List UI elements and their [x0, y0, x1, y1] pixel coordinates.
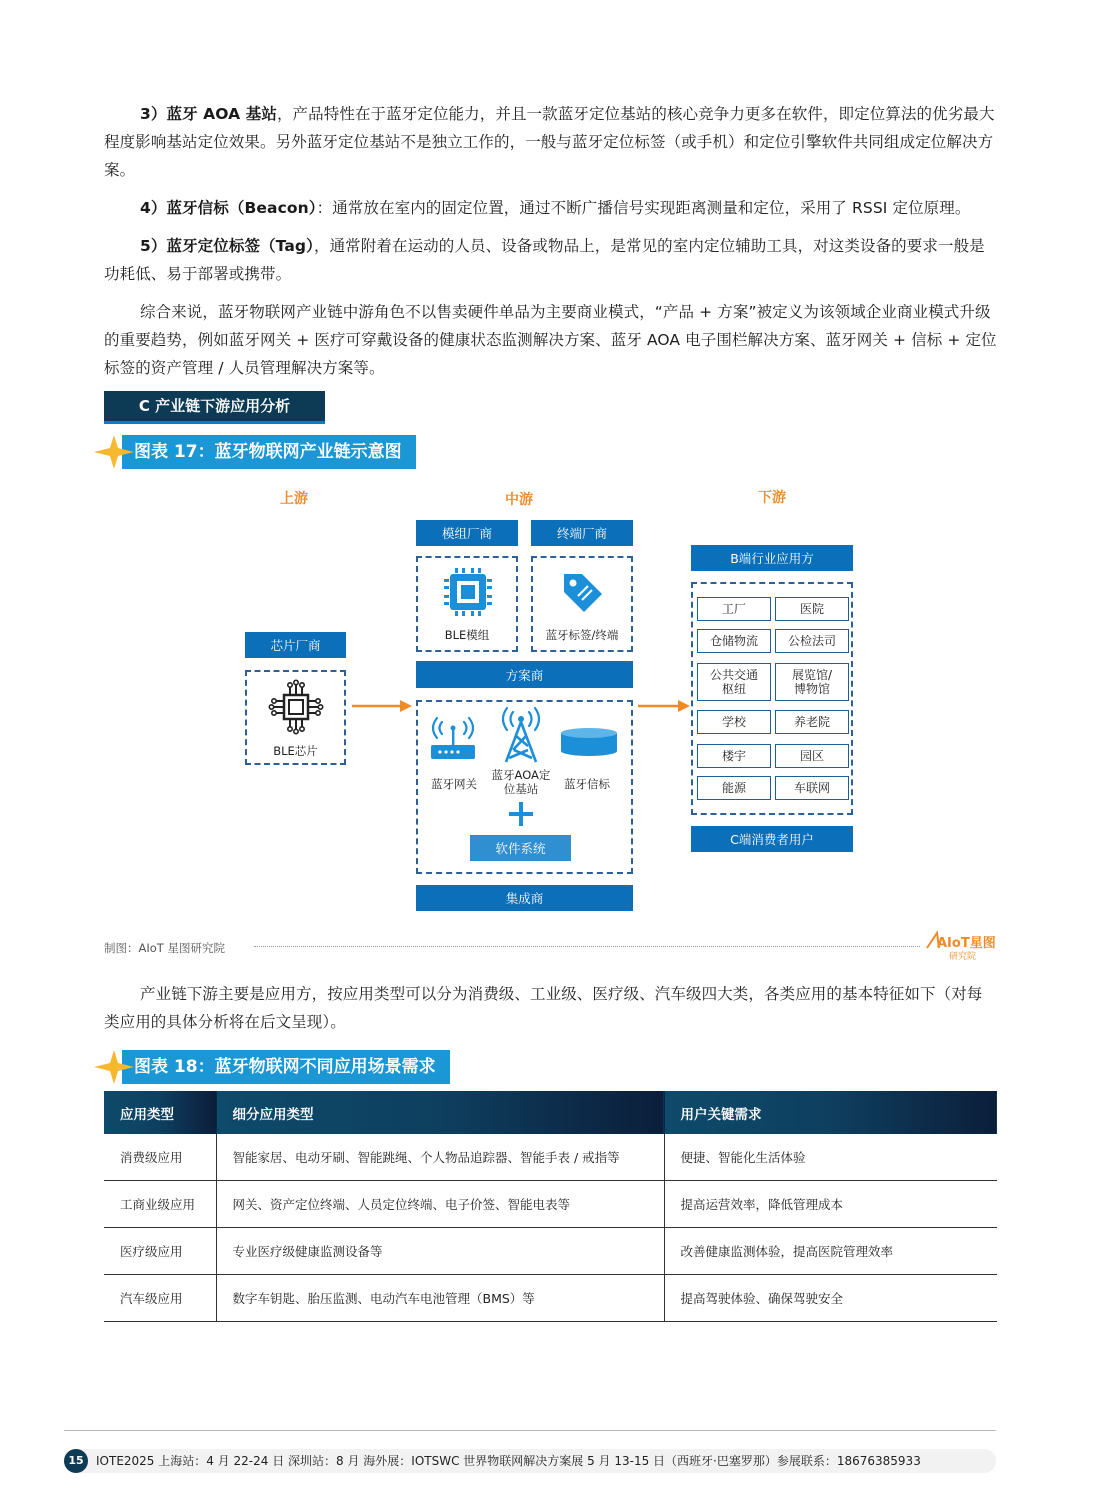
logo-brand: AIoT星图 [937, 936, 996, 951]
text-beacon: ：通常放在室内的固定位置，通过不断广播信号实现距离测量和定位，采用了 RSSI 定位原理。 [316, 199, 971, 217]
term-aoa: 3）蓝牙 AOA 基站 [140, 105, 277, 123]
arrow-right-icon [352, 697, 414, 715]
tier-upstream: 上游 [280, 491, 308, 507]
table-cell: 提高运营效率，降低管理成本 [664, 1181, 997, 1228]
industry-cell: 公共交通枢纽 [697, 663, 771, 701]
module-icon [442, 566, 494, 618]
arrow-right-icon-2 [638, 697, 692, 715]
terminal-vendor-box: 终端厂商 [531, 520, 633, 546]
tower-icon [496, 706, 546, 764]
tier-downstream: 下游 [758, 490, 786, 506]
ble-module-label: BLE模组 [444, 628, 490, 642]
table-cell: 医疗级应用 [104, 1228, 216, 1275]
module-vendor-box: 模组厂商 [416, 520, 518, 546]
section-heading: C 产业链下游应用分析 [104, 391, 325, 421]
credit-divider [254, 946, 920, 947]
column-header: 用户关键需求 [664, 1091, 997, 1134]
c-end-box: C端消费者用户 [691, 826, 853, 852]
table-cell: 便捷、智能化生活体验 [664, 1134, 997, 1181]
tag-terminal-label: 蓝牙标签/终端 [545, 628, 619, 642]
beacon-icon [560, 727, 618, 757]
ble-chip-label: BLE芯片 [273, 744, 318, 758]
tag-icon [558, 570, 606, 616]
paragraph-downstream: 产业链下游主要是应用方，按应用类型可以分为消费级、工业级、医疗级、汽车级四大类，各类应用的基本特征如下（对每类应用的具体分析将在后文呈现）。 [104, 985, 983, 1031]
star-icon [92, 433, 136, 471]
table-cell: 数字车钥匙、胎压监测、电动汽车电池管理（BMS）等 [216, 1275, 664, 1322]
table-row [104, 1134, 997, 1181]
page-number: 15 [64, 1449, 88, 1473]
logo-sub: 研究院 [949, 952, 977, 962]
industry-cell: 楼宇 [697, 744, 771, 768]
industry-cell: 医院 [775, 597, 849, 621]
chip-vendor-box: 芯片厂商 [245, 632, 346, 658]
table-row [104, 1275, 997, 1322]
term-tag: 5）蓝牙定位标签（Tag） [140, 237, 314, 255]
table-header-row [104, 1091, 997, 1134]
footer-divider [64, 1430, 996, 1431]
paragraph-tag [104, 232, 997, 288]
aoa-station-label: 蓝牙AOA定位基站 [491, 768, 551, 796]
industry-cell: 仓储物流 [697, 629, 771, 653]
integrator-box: 集成商 [416, 885, 633, 911]
paragraph-summary: 综合来说，蓝牙物联网产业链中游角色不以售卖硬件单品为主要商业模式，“产品 + 方案”被定义为该领域企业商业模式升级的重要趋势，例如蓝牙网关 + 医疗可穿戴设备的健康状态监测解决方案、蓝牙 AOA 电子围栏解决方案、蓝牙网关 + 信标 + 定位标签的资产管理 / 人员管理解决方案等。 [104, 303, 997, 377]
paragraph-beacon [104, 194, 997, 222]
router-icon [428, 712, 478, 764]
page-footer [64, 1449, 996, 1473]
column-header: 细分应用类型 [216, 1091, 664, 1134]
industry-cell: 公检法司 [775, 629, 849, 653]
table-cell: 汽车级应用 [104, 1275, 216, 1322]
industry-cell: 展览馆/博物馆 [775, 663, 849, 701]
plus-icon [507, 800, 535, 828]
term-beacon: 4）蓝牙信标（Beacon） [140, 199, 317, 217]
table-cell: 工商业级应用 [104, 1181, 216, 1228]
beacon-label: 蓝牙信标 [564, 777, 610, 791]
footer-text: IOTE2025 上海站：4 月 22-24 日 深圳站：8 月 海外展：IOTSWC 世界物联网解决方案展 5 月 13-15 日（西班牙·巴塞罗那）参展联系：18676385933 [96, 1454, 921, 1468]
figure-17-title-text: 图表 17：蓝牙物联网产业链示意图 [122, 435, 416, 469]
industry-cell: 学校 [697, 710, 771, 734]
table-row [104, 1181, 997, 1228]
industry-cell: 养老院 [775, 710, 849, 734]
industry-cell: 车联网 [775, 776, 849, 800]
table-cell: 提高驾驶体验、确保驾驶安全 [664, 1275, 997, 1322]
table-cell: 专业医疗级健康监测设备等 [216, 1228, 664, 1275]
b-end-box: B端行业应用方 [691, 545, 853, 571]
industry-cell: 能源 [697, 776, 771, 800]
solution-provider-box: 方案商 [416, 661, 633, 688]
software-box: 软件系统 [470, 835, 571, 861]
text-tag: ，通常附着在运动的人员、设备或物品上，是常见的室内定位辅助工具，对这类设备的要求一般是功耗低、易于部署或携带。 [104, 237, 985, 283]
paragraph-aoa [104, 100, 997, 184]
table-cell: 网关、资产定位终端、人员定位终端、电子价签、智能电表等 [216, 1181, 664, 1228]
table-cell: 智能家居、电动牙刷、智能跳绳、个人物品追踪器、智能手表 / 戒指等 [216, 1134, 664, 1181]
gateway-label: 蓝牙网关 [431, 777, 477, 791]
aiot-logo [925, 930, 997, 966]
chip-icon [268, 679, 324, 735]
star-icon [92, 1048, 136, 1086]
text-aoa: ，产品特性在于蓝牙定位能力，并且一款蓝牙定位基站的核心竞争力更多在软件，即定位算法的优劣最大程度影响基站定位效果。另外蓝牙定位基站不是独立工作的，一般与蓝牙定位标签（或手机）和定位引擎软件共同组成定位解决方案。 [104, 105, 995, 179]
industry-cell: 工厂 [697, 597, 771, 621]
column-header: 应用类型 [104, 1091, 216, 1134]
figure-credit: 制图：AIoT 星图研究院 [104, 941, 225, 955]
table-row [104, 1228, 997, 1275]
industry-cell: 园区 [775, 744, 849, 768]
requirements-table [104, 1091, 997, 1322]
tier-midstream: 中游 [505, 492, 533, 508]
figure-18-title-text: 图表 18：蓝牙物联网不同应用场景需求 [122, 1050, 450, 1084]
table-cell: 改善健康监测体验，提高医院管理效率 [664, 1228, 997, 1275]
table-cell: 消费级应用 [104, 1134, 216, 1181]
